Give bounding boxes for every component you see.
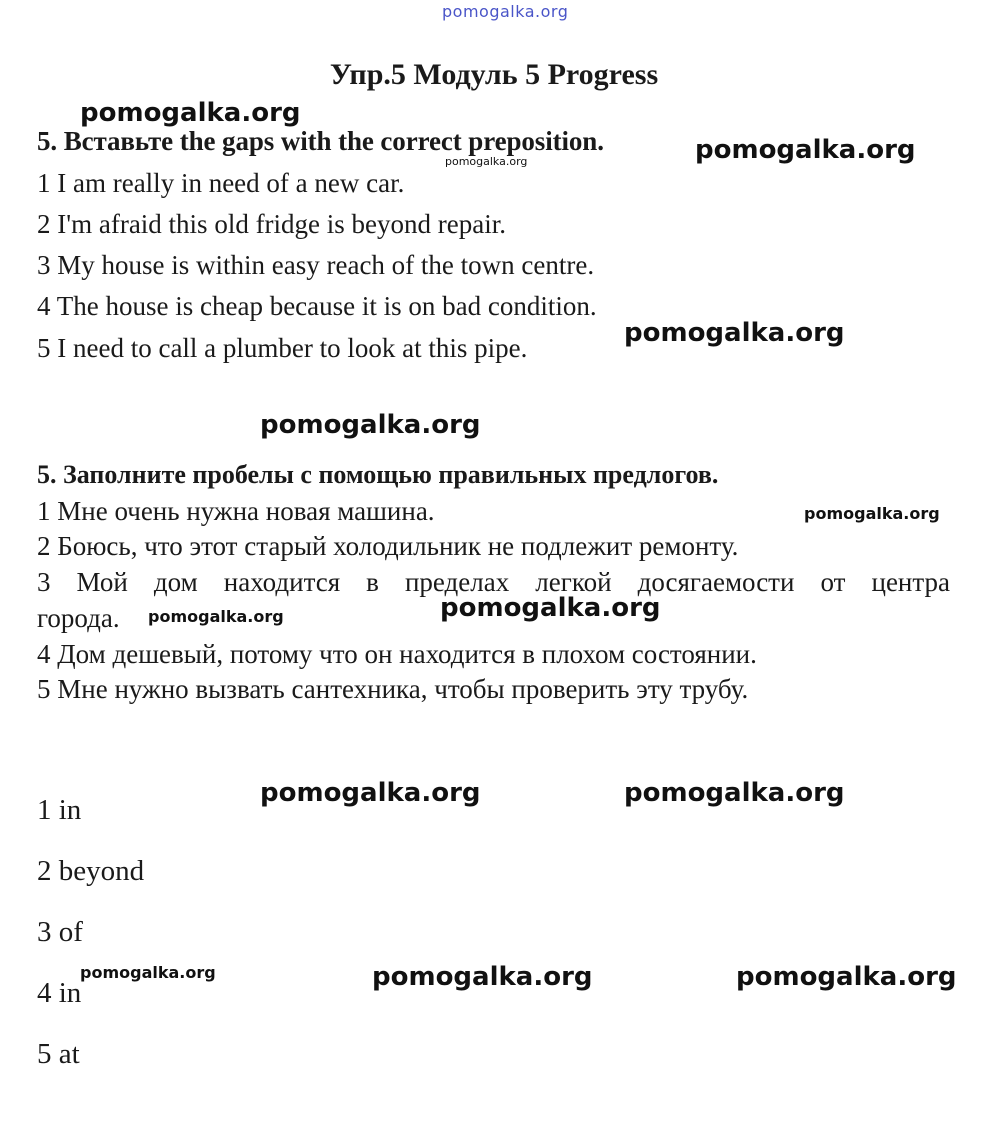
watermark: pomogalka.org bbox=[445, 155, 528, 168]
answer-1: 1 in bbox=[37, 794, 82, 826]
answer-4: 4 in bbox=[37, 977, 82, 1009]
watermark: pomogalka.org bbox=[804, 504, 940, 523]
russian-sentence-2: 2 Боюсь, что этот старый холодильник не подлежит ремонту. bbox=[37, 531, 739, 561]
answer-5: 5 at bbox=[37, 1038, 80, 1070]
english-heading: 5. Вставьте the gaps with the correct preposition. bbox=[37, 126, 604, 156]
russian-sentence-4: 4 Дом дешевый, потому что он находится в плохом состоянии. bbox=[37, 639, 757, 669]
answer-3: 3 of bbox=[37, 916, 83, 948]
english-sentence-5: 5 I need to call a plumber to look at this pipe. bbox=[37, 333, 528, 363]
watermark: pomogalka.org bbox=[695, 135, 916, 165]
page-title: Упр.5 Модуль 5 Progress bbox=[329, 58, 659, 91]
english-sentence-2: 2 I'm afraid this old fridge is beyond repair. bbox=[37, 209, 506, 239]
russian-sentence-3: 3 Мой дом находится в пределах легкой досягаемости от центра bbox=[37, 567, 950, 597]
watermark: pomogalka.org bbox=[260, 410, 481, 440]
watermark: pomogalka.org bbox=[148, 607, 284, 626]
watermark: pomogalka.org bbox=[624, 778, 845, 808]
watermark: pomogalka.org bbox=[260, 778, 481, 808]
watermark-top: pomogalka.org bbox=[442, 2, 569, 21]
english-sentence-3: 3 My house is within easy reach of the town centre. bbox=[37, 250, 595, 280]
watermark: pomogalka.org bbox=[440, 593, 661, 623]
russian-heading: 5. Заполните пробелы с помощью правильных предлогов. bbox=[37, 460, 719, 489]
watermark: pomogalka.org bbox=[736, 962, 957, 992]
russian-sentence-5: 5 Мне нужно вызвать сантехника, чтобы проверить эту трубу. bbox=[37, 674, 749, 704]
russian-sentence-3-continued: города. bbox=[37, 603, 120, 633]
watermark: pomogalka.org bbox=[624, 318, 845, 348]
answer-2: 2 beyond bbox=[37, 855, 145, 887]
english-sentence-4: 4 The house is cheap because it is on bad condition. bbox=[37, 291, 597, 321]
watermark: pomogalka.org bbox=[80, 98, 301, 128]
watermark: pomogalka.org bbox=[80, 963, 216, 982]
russian-sentence-1: 1 Мне очень нужна новая машина. bbox=[37, 496, 435, 526]
watermark: pomogalka.org bbox=[372, 962, 593, 992]
english-sentence-1: 1 I am really in need of a new car. bbox=[37, 168, 405, 198]
